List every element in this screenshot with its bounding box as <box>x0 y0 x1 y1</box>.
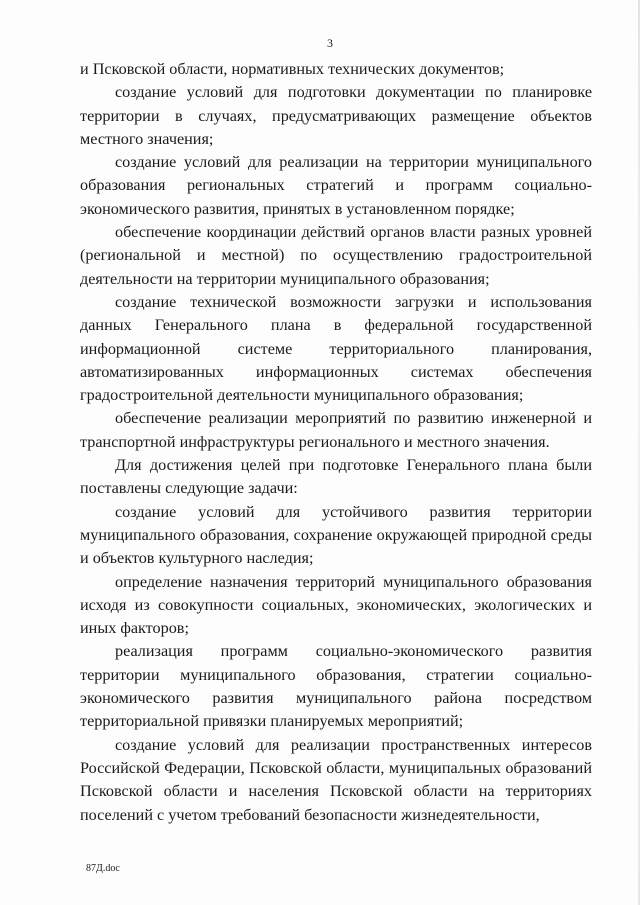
document-body <box>80 58 592 827</box>
paragraph-territory-purpose: определение назначения территорий муниципального образования исходя из совокупности социальных, экономических, экологических и иных факторов; <box>80 572 592 638</box>
footer-filename: 87Д.doc <box>86 863 120 874</box>
paragraph-continuation: и Псковской области, нормативных технических документов; <box>80 60 505 78</box>
paragraph-coordination: обеспечение координации действий органов власти разных уровней (региональной и местной) по осуществлению градостроительной деятельности на территории муниципального образования; <box>80 223 592 288</box>
paragraph-planning-documentation: создание условий для подготовки документации по планировке территории в случаях, предусматривающих размещение объектов местного значения; <box>80 83 592 148</box>
page-number: 3 <box>327 36 333 50</box>
paragraph-sustainable-development: создание условий для устойчивого развития территории муниципального образования, сохранение окружающей природной среды и объектов культурного наследия; <box>80 502 592 568</box>
paragraph-infrastructure: обеспечение реализации мероприятий по развитию инженерной и транспортной инфраструктуры регионального и местного значения. <box>80 409 592 451</box>
paragraph-program-implementation: реализация программ социально-экономического развития территории муниципального образования, стратегии социально-экономического развития муниципального района посредством территориальной привязки планируемых мероприятий; <box>80 642 592 731</box>
paragraph-regional-strategies: создание условий для реализации на территории муниципального образования региональных стратегий и программ социально-экономического развития, принятых в установленном порядке; <box>80 153 592 218</box>
paragraph-tasks-intro: Для достижения целей при подготовке Генерального плана были поставлены следующие задачи: <box>80 456 592 498</box>
paragraph-spatial-interests: создание условий для реализации пространственных интересов Российской Федерации, Псковской области, муниципальных образований Псковской области и населения Псковской области на территориях поселений с учетом требований безопасности жизнедеятельности, <box>80 735 592 824</box>
paragraph-data-upload: создание технической возможности загрузки и использования данных Генерального плана в федеральной государственной информационной системе территориального планирования, автоматизированных информационных системах обеспечения градостроительной деятельности муниципального образования; <box>80 292 592 405</box>
